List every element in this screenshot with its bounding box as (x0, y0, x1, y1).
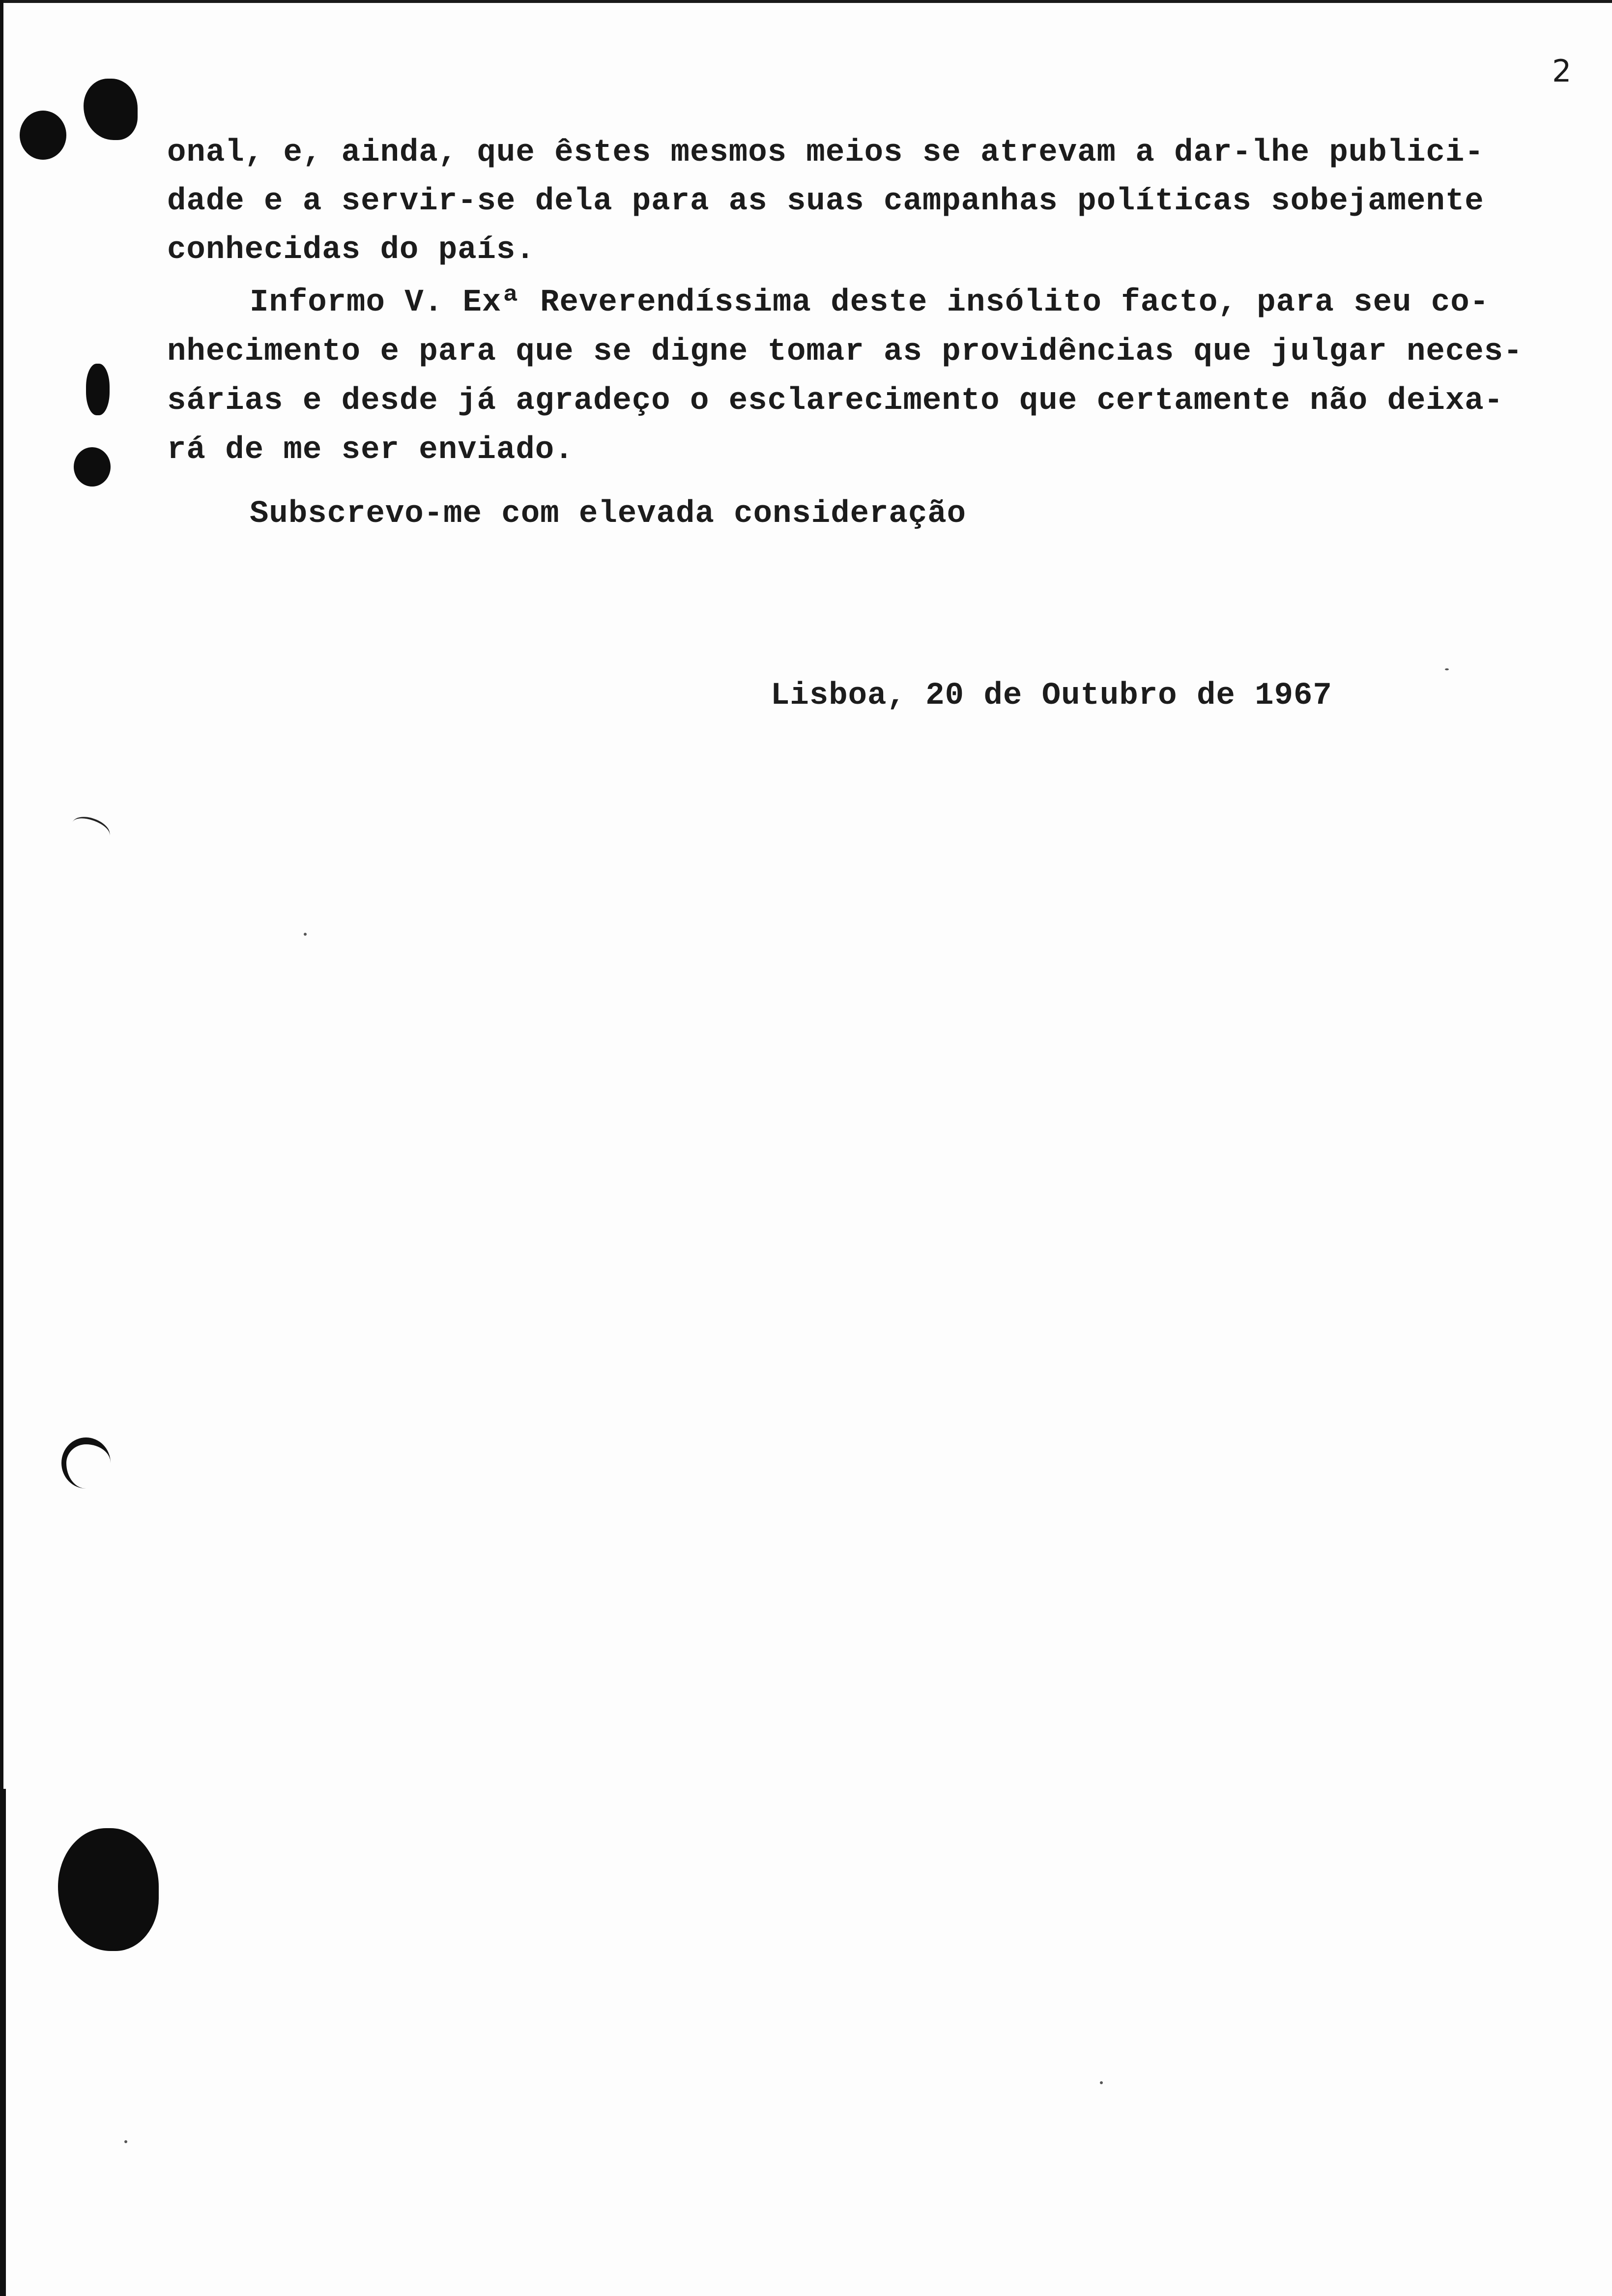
place-date-line: Lisboa, 20 de Outubro de 1967 (771, 678, 1332, 714)
ink-arc-mark-1 (69, 812, 113, 846)
punch-hole-mark-4 (74, 447, 111, 487)
punch-hole-mark-3 (86, 364, 110, 415)
page-number: 2 (1552, 53, 1572, 89)
body-line-6: sárias e desde já agradeço o esclarecimento que certamente não deixa- (167, 383, 1504, 419)
scan-speck (1445, 668, 1449, 670)
punch-hole-mark-1 (20, 111, 66, 160)
scan-speck (304, 933, 307, 936)
scan-speck (124, 2140, 127, 2143)
body-line-1: onal, e, ainda, que êstes mesmos meios se atrevam a dar-lhe publici- (167, 135, 1484, 171)
scan-edge-top (0, 0, 1612, 3)
body-line-4: Informo V. Exª Reverendíssima deste insólito facto, para seu co- (250, 285, 1489, 320)
body-line-2: dade e a servir-se dela para as suas campanhas políticas sobejamente (167, 184, 1484, 219)
ink-arc-mark-2 (61, 1437, 111, 1489)
body-line-5: nhecimento e para que se digne tomar as providências que julgar neces- (167, 334, 1523, 370)
scan-edge-left-lower (0, 1789, 6, 2296)
closing-salutation: Subscrevo-me com elevada consideração (250, 496, 967, 532)
punch-hole-mark-2 (84, 79, 138, 140)
punch-hole-mark-5 (58, 1828, 159, 1951)
body-line-3: conhecidas do país. (167, 232, 535, 268)
body-line-7: rá de me ser enviado. (167, 432, 574, 468)
scan-speck (1100, 2081, 1103, 2084)
